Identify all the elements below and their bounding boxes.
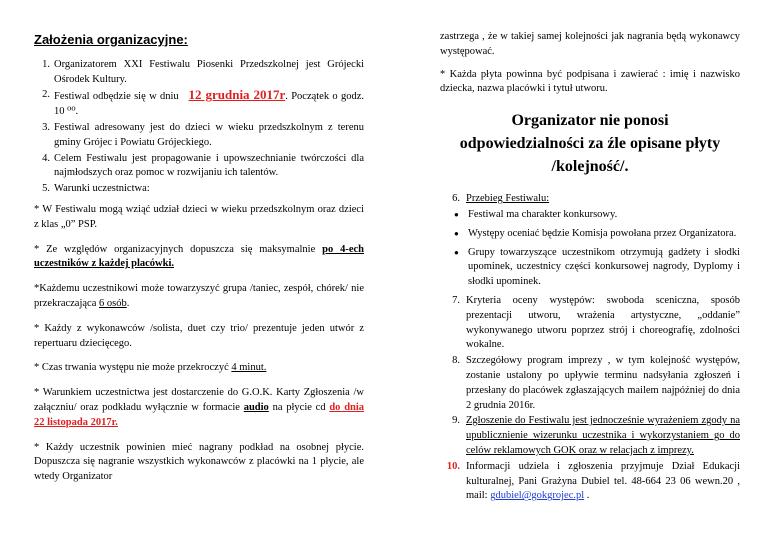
list-item: 1. Organizatorem XXI Festiwalu Piosenki Przedszkolnej jest Grójecki Ośrodek Kultury. [42,58,364,85]
notice-heading: Organizator nie ponosi odpowiedzialności za źle opisane płyty /kolejność/. [459,112,721,176]
list-item: ● Występy oceniać będzie Komisja powołana przez Organizatora. [450,227,740,242]
paragraph: * Każdy uczestnik powinien mieć nagrany podkład na osobnej płycie. Dopuszcza się nagranie wszystkich wykonawców z placówki na 1 płycie, ale wtedy Organizator [34,441,364,483]
list-item: 10. Informacji udziela i zgłoszenia przyjmuje Dział Edukacji kulturalnej, Pani Grażyna Dubiel tel. 48-664 23 06 wewn.20 , mail: gdubiel@gokgrojec.pl . [446,460,740,502]
festival-date: 12 grudnia 2017r [188,87,286,103]
paragraph: *Każdemu uczestnikowi może towarzyszyć grupa /taniec, zespół, chórek/ nie przekraczająca 6 osób. [34,283,364,309]
list-item: 9. Zgłoszenie do Festiwalu jest jednocześnie wyrażeniem zgody na upublicznienie wizerunku uczestnika i wykorzystaniem go do celów reklamowych GOK oraz w relacjach z imprezy. [452,415,740,456]
paragraph: * Ze względów organizacyjnych dopuszcza się maksymalnie po 4-ech uczestników z każdej placówki. [34,243,365,270]
paragraph: zastrzega , że w takiej samej kolejności jak nagrania będą wykonawcy występować. [440,31,740,57]
list-item: 3. Festiwal adresowany jest do dzieci w wieku przedszkolnym z terenu gminy Grójec i Powiatu Grójeckiego. [42,121,364,148]
list-item: 6. Przebieg Festiwalu: [452,193,550,205]
list-item: 8. Szczegółowy program imprezy , w tym kolejność występów, zostanie ustalony po upływie terminu nadsyłania zgłoszeń i przesłany do placówek zgłaszających mailem najpóźniej do dnia 2 grudnia 2016r. [452,355,740,411]
paragraph: * Każdy z wykonawców /solista, duet czy trio/ prezentuje jeden utwór z repertuaru dziecięcego. [34,322,364,349]
paragraph: * W Festiwalu mogą wziąć udział dzieci w wieku przedszkolnym oraz dzieci z klas „0” PSP. [34,203,364,230]
section-heading: Założenia organizacyjne: [34,32,188,47]
email-link[interactable]: gdubiel@gokgrojec.pl [490,490,585,502]
list-item: 5. Warunki uczestnictwa: [42,183,150,195]
list-item: ● Festiwal ma charakter konkursowy. [450,208,740,223]
list-item: 2. Festiwal odbędzie się w dniu 12 grudnia 2017r. Początek o godz. 10 ⁰⁰. [42,87,364,118]
paragraph: * Czas trwania występu nie może przekroczyć 4 minut. [34,362,267,374]
list-item: ● Grupy towarzyszące uczestnikom otrzymują gadżety i słodki upominek, uczestnicy części konkursowej nagrody, Dyplomy i słodki upominek. [450,246,740,290]
left-column [34,0,364,495]
program-list [440,192,740,207]
deadline-date: do dnia 22 listopada 2017r. [34,401,365,428]
bullet-list [450,208,740,290]
list-item: 7. Kryteria oceny występów: swoboda sceniczna, sposób prezentacji utworu, wrażenia artystyczne, „oddanie” wykonywanego utworu poprzez strój i choreografię, zdolności wokalne. [452,294,740,351]
paragraph: * Każda płyta powinna być podpisana i zawierać : imię i nazwisko dziecka, nazwa placówki i tytuł utworu. [440,68,740,95]
paragraph: * Warunkiem uczestnictwa jest dostarczenie do G.O.K. Karty Zgłoszenia /w załączniu/ oraz podkładu wyłącznie w formacie audio na płycie cd do dnia 22 listopada 2017r. [34,387,365,428]
organization-list [34,58,364,197]
right-column [440,0,740,505]
program-list-cont [440,294,740,504]
list-item: 4. Celem Festiwalu jest propagowanie i upowszechnianie twórczości dla najmłodszych oraz pomoc w rozwijaniu ich talentów. [42,152,364,179]
